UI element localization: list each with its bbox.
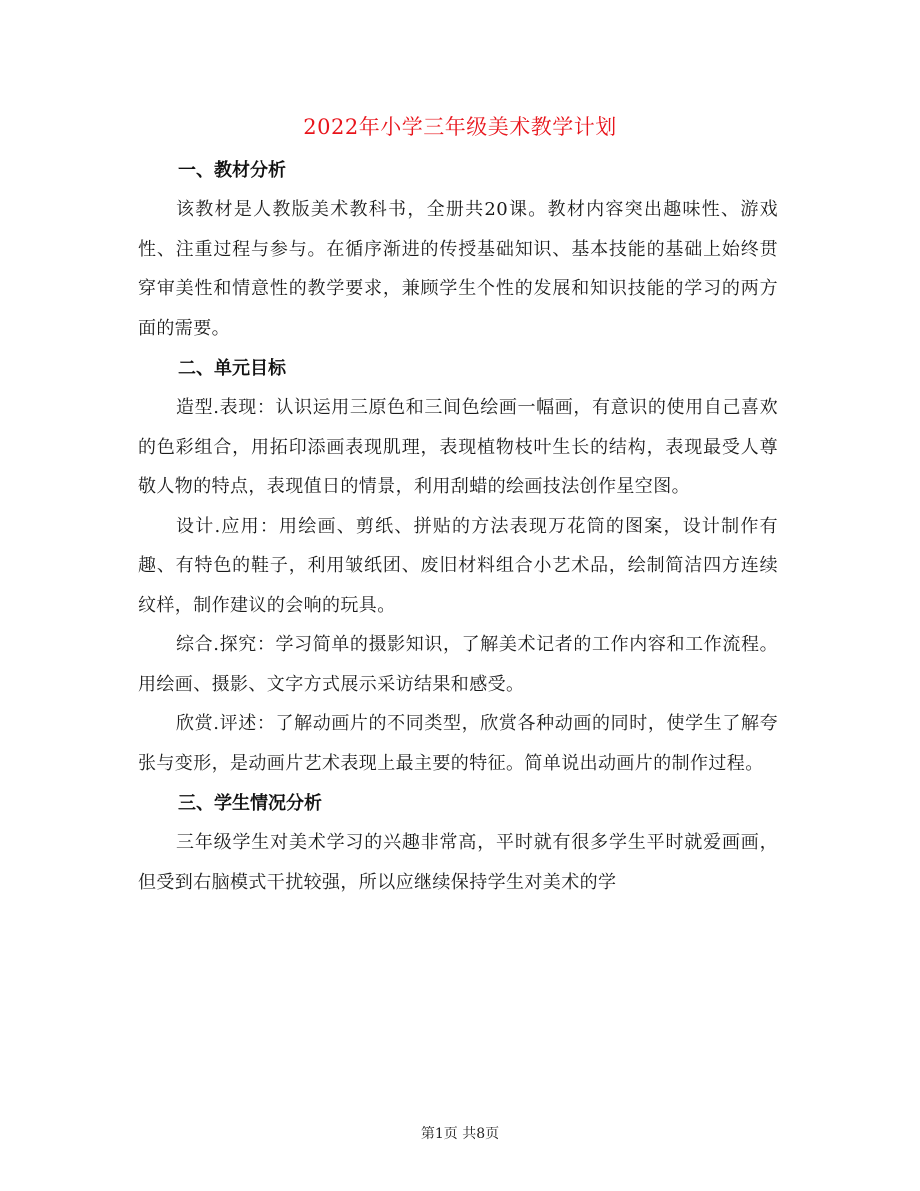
page-footer: 第1页 共8页 xyxy=(420,1126,500,1142)
section-heading-1: 一、教材分析 xyxy=(178,160,286,181)
section-2-paragraph-2: 设计.应用：用绘画、剪纸、拼贴的方法表现万花筒的图案，设计制作有趣、有特色的鞋子，利用皱纸团、废旧材料组合小艺术品，绘制简洁四方连续纹样，制作建议的会响的玩具。 xyxy=(138,515,778,616)
document-title: 2022年小学三年级美术教学计划 xyxy=(303,115,617,139)
section-heading-3: 三、学生情况分析 xyxy=(178,793,322,814)
section-2-paragraph-1: 造型.表现：认识运用三原色和三间色绘画一幅画，有意识的使用自己喜欢的色彩组合，用拓印添画表现肌理，表现植物枝叶生长的结构，表现最受人尊敬人物的特点，表现值日的情景，利用刮蜡的绘画技法创作星空图。 xyxy=(138,397,778,497)
section-1-paragraph-1: 该教材是人教版美术教科书，全册共20课。教材内容突出趣味性、游戏性、注重过程与参与。在循序渐进的传授基础知识、基本技能的基础上始终贯穿审美性和情意性的教学要求，兼顾学生个性的发展和知识技能的学习的两方面的需要。 xyxy=(138,199,778,339)
section-3-paragraph-1: 三年级学生对美术学习的兴趣非常高，平时就有很多学生平时就爱画画，但受到右脑模式干扰较强，所以应继续保持学生对美术的学 xyxy=(138,832,778,893)
document-body xyxy=(138,152,778,902)
section-2-paragraph-3: 综合.探究：学习简单的摄影知识，了解美术记者的工作内容和工作流程。用绘画、摄影、文字方式展示采访结果和感受。 xyxy=(138,634,778,695)
section-2-paragraph-4: 欣赏.评述：了解动画片的不同类型，欣赏各种动画的同时，使学生了解夸张与变形，是动画片艺术表现上最主要的特征。简单说出动画片的制作过程。 xyxy=(138,713,778,774)
section-heading-2: 二、单元目标 xyxy=(178,358,286,379)
